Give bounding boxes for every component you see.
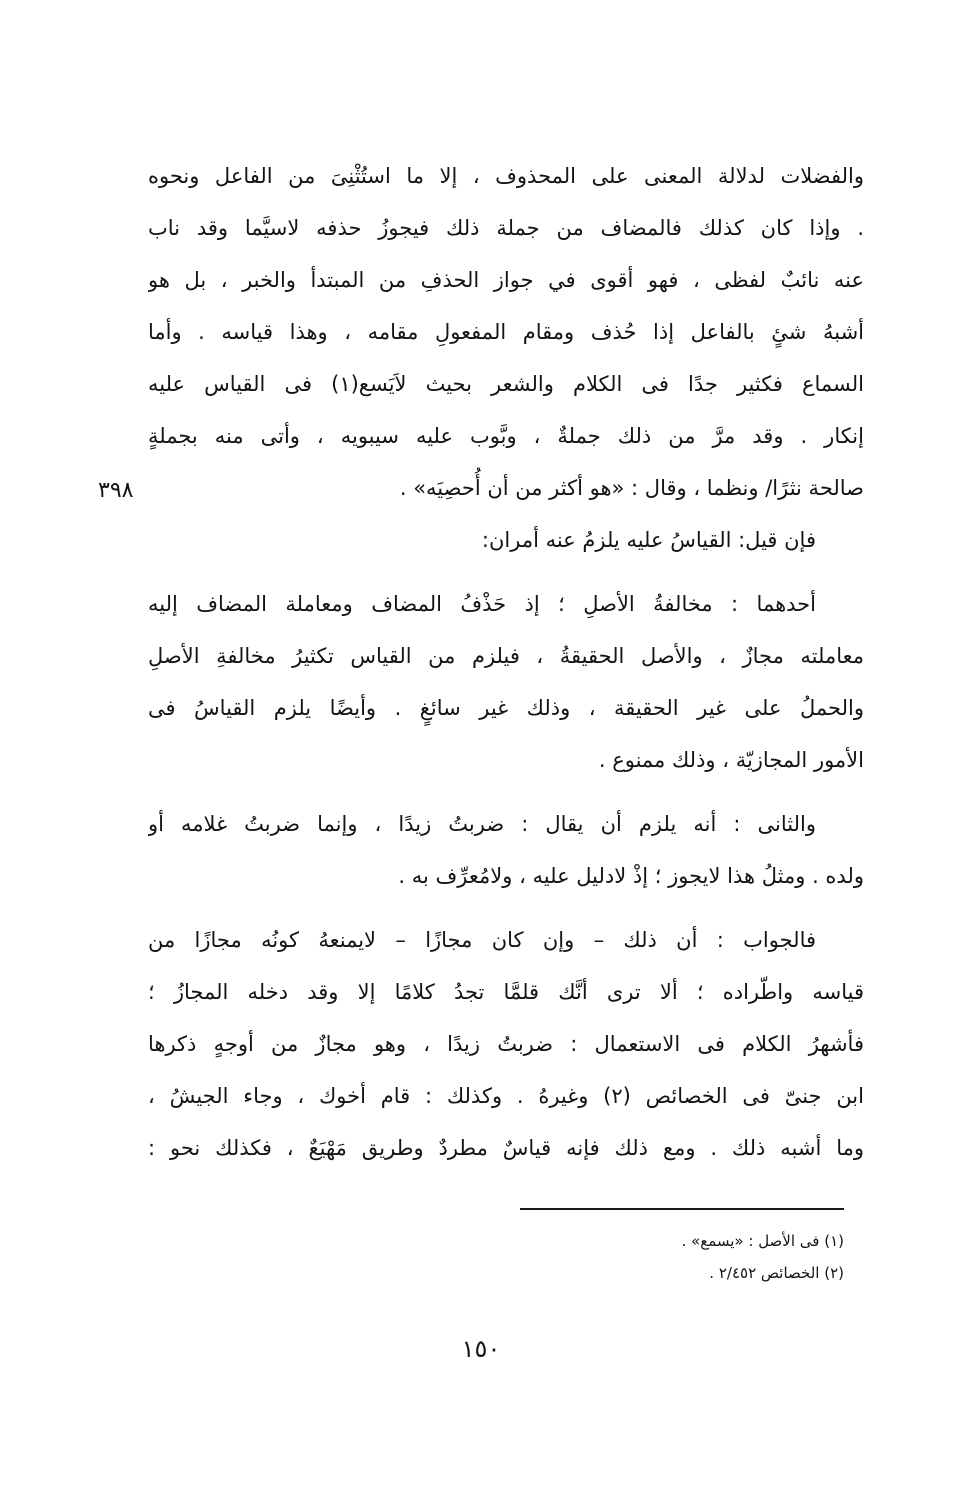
text-line: فإن قيل: القياسُ عليه يلزمُ عنه أمران:	[481, 528, 816, 552]
text-line: . وإذا كان كذلك فالمضاف من جملة ذلك فيجوزُ حذفه لاسيَّما وقد ناب	[148, 216, 864, 240]
text-line: أشبهُ شئٍ بالفاعل إذا حُذف ومقام المفعولِ مقامه ، وهذا قياسه . وأما	[148, 320, 864, 344]
text-line: صالحة نثرًا/ ونظما ، وقال : «هو أكثر من أن أُحصِيَه» .	[399, 476, 864, 500]
text-line: وما أشبه ذلك . ومع ذلك فإنه قياسٌ مطردٌ وطريق مَهْيَعٌ ، فكذلك نحو :	[148, 1136, 864, 1160]
text-line: إنكار . وقد مرَّ من ذلك جملةٌ ، وبَّوب عليه سيبويه ، وأتى منه بجملةٍ	[148, 424, 864, 448]
footnote-separator	[520, 1208, 844, 1210]
text-line: الأمور المجازيّة ، وذلك ممنوع .	[598, 748, 864, 772]
text-line: ولده . ومثلُ هذا لايجوز ؛ إذْ لادليل عليه ، ولامُعرِّف به .	[398, 864, 864, 888]
text-line: والثانى : أنه يلزم أن يقال : ضربتُ زيدًا ، وإنما ضربتُ غلامه أو	[148, 812, 816, 836]
page-number: ١٥٠	[461, 1335, 501, 1363]
footnote: (٢) الخصائص ٢/٤٥٢ .	[709, 1264, 844, 1282]
text-line: والفضلات لدلالة المعنى على المحذوف ، إلا ما استُثْنِىَ من الفاعل ونحوه	[148, 164, 864, 188]
main-text	[148, 150, 864, 1174]
text-line: فأشهرُ الكلام فى الاستعمال : ضربتُ زيدًا ، وهو مجازٌ من أوجهٍ ذكرها	[148, 1032, 864, 1056]
text-line: عنه نائبٌ لفظى ، فهو أقوى في جواز الحذفِ من المبتدأ والخبر ، بل هو	[148, 268, 864, 292]
footnotes	[420, 1225, 844, 1289]
text-line: فالجواب : أن ذلك – وإن كان مجازًا – لايمنعهُ كونُه مجازًا من	[148, 928, 816, 952]
text-line: ابن جنىّ فى الخصائص (٢) وغيرهُ . وكذلك : قام أخوك ، وجاء الجيشُ ،	[148, 1084, 864, 1108]
text-line: أحدهما : مخالفةُ الأصلِ ؛ إذ حَذْفُ المضاف ومعاملة المضاف إليه	[148, 592, 816, 616]
text-line: السماع فكثير جدًا فى الكلام والشعر بحيث لاَيَسع(١) فى القياس عليه	[148, 372, 864, 396]
text-line: معاملته مجازٌ ، والأصل الحقيقةُ ، فيلزم من القياس تكثيرُ مخالفةِ الأصلِ	[148, 644, 864, 668]
text-line: والحملُ على غير الحقيقة ، وذلك غير سائغٍ . وأيضًا يلزم القياسُ فى	[148, 696, 864, 720]
margin-page-reference: ٣٩٨	[98, 478, 134, 503]
text-line: قياسه واطّراده ؛ ألا ترى أنَّك قلمَّا تجدُ كلامًا إلا وقد دخله المجازُ ؛	[148, 980, 864, 1004]
footnote: (١) فى الأصل : «يسمع» .	[681, 1232, 844, 1250]
